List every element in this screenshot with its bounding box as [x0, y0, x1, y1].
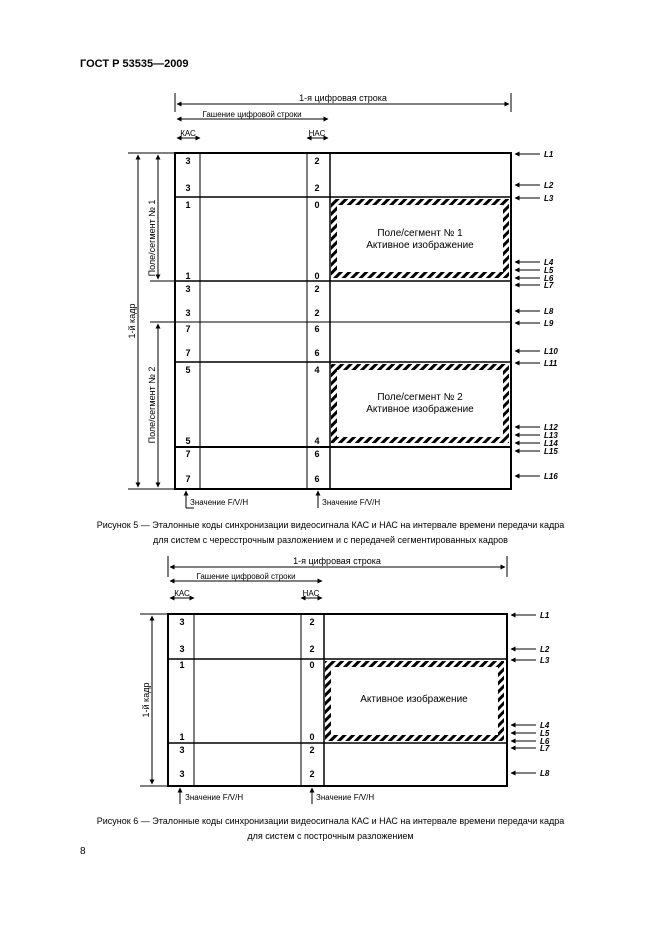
fig5-kas-value: 3 [185, 284, 191, 294]
fig5-active1-subtitle: Активное изображение [366, 240, 474, 251]
figure-6-caption-line2: для систем с построчным разложением [247, 831, 414, 841]
fig5-kas-header: КАС [180, 129, 196, 138]
fig5-kas-value: 7 [185, 348, 191, 358]
fig5-nas-value: 4 [314, 436, 320, 446]
fig5-nas-value: 2 [314, 156, 320, 166]
fig5-nas-value: 6 [314, 474, 320, 484]
fig5-kas-value: 3 [185, 183, 191, 193]
fig5-kas-value: 5 [185, 436, 191, 446]
fig5-fvh-left: Значение F/V/H [190, 498, 249, 507]
fig5-field1-label: Поле/сегмент № 1 [147, 199, 157, 277]
fig5-active2-subtitle: Активное изображение [366, 404, 474, 415]
fig5-line-label: L8 [544, 307, 554, 316]
fig6-line-label: L2 [540, 645, 550, 654]
figure-5-caption-line1: Рисунок 5 — Эталонные коды синхронизации видеосигнала КАС и НАС на интервале времени передачи кадра [96, 520, 565, 530]
fig5-line-label: L10 [544, 347, 558, 356]
fig5-line-label: L11 [544, 359, 558, 368]
fig6-kas-value: 3 [179, 745, 185, 755]
fig6-top-label: 1-я цифровая строка [293, 556, 381, 566]
fig6-fvh-left: Значение F/V/H [185, 793, 244, 802]
fig5-line-label: L16 [544, 472, 558, 481]
fig5-kas-value: 1 [185, 271, 191, 281]
fig5-line-label: L9 [544, 319, 554, 328]
fig5-line-label: L7 [544, 281, 554, 290]
fig5-nas-value: 2 [314, 308, 320, 318]
fig6-line-label: L8 [540, 769, 550, 778]
fig6-nas-value: 2 [309, 769, 315, 779]
figure-6-caption-line1: Рисунок 6 — Эталонные коды синхронизации видеосигнала КАС и НАС на интервале времени передачи кадра [96, 816, 565, 826]
fig5-active1-title: Поле/сегмент № 1 [377, 228, 463, 239]
fig5-line-label: L13 [544, 431, 558, 440]
fig5-line-label: L14 [544, 439, 558, 448]
figure-6 [140, 556, 550, 804]
fig5-field2-label: Поле/сегмент № 2 [147, 366, 157, 444]
fig5-nas-value: 6 [314, 449, 320, 459]
fig6-line-label: L5 [540, 729, 550, 738]
fig5-kas-value: 7 [185, 324, 191, 334]
fig6-line-label: L1 [540, 611, 550, 620]
fig5-kas-value: 7 [185, 474, 191, 484]
page-number: 8 [80, 846, 86, 857]
fig5-kas-value: 3 [185, 156, 191, 166]
fig5-nas-value: 2 [314, 183, 320, 193]
fig5-nas-value: 4 [314, 365, 320, 375]
fig6-nas-value: 2 [309, 644, 315, 654]
figure-5-caption [0, 518, 661, 548]
fig5-nas-value: 2 [314, 284, 320, 294]
fig6-fvh-right: Значение F/V/H [316, 793, 375, 802]
fig5-kas-value: 3 [185, 308, 191, 318]
fig6-kas-value: 1 [179, 732, 185, 742]
fig5-active2-title: Поле/сегмент № 2 [377, 392, 463, 403]
fig5-kas-value: 1 [185, 200, 191, 210]
fig6-line-label: L7 [540, 744, 550, 753]
fig6-kas-value: 3 [179, 769, 185, 779]
fig5-nas-value: 0 [314, 271, 320, 281]
fig6-nas-value: 0 [309, 732, 315, 742]
fig6-kas-value: 3 [179, 617, 185, 627]
fig5-nas-value: 6 [314, 348, 320, 358]
figure-5 [127, 93, 558, 508]
fig6-active-label: Активное изображение [360, 694, 468, 705]
fig5-line-label: L1 [544, 150, 554, 159]
fig5-line-label: L4 [544, 258, 554, 267]
fig5-nas-value: 0 [314, 200, 320, 210]
fig6-nas-header: НАС [302, 589, 320, 598]
fig6-nas-value: 2 [309, 745, 315, 755]
fig5-line-label: L6 [544, 274, 554, 283]
fig5-line-label: L12 [544, 423, 558, 432]
fig5-kas-value: 7 [185, 449, 191, 459]
figure-6-caption [0, 814, 661, 844]
fig5-line-label: L5 [544, 266, 554, 275]
fig6-nas-value: 2 [309, 617, 315, 627]
fig5-kas-value: 5 [185, 365, 191, 375]
fig5-blanking-label: Гашение цифровой строки [202, 110, 302, 119]
fig6-kas-value: 3 [179, 644, 185, 654]
fig6-kas-header: КАС [174, 589, 190, 598]
fig6-kas-value: 1 [179, 660, 185, 670]
fig5-nas-header: НАС [308, 129, 326, 138]
figure-5-caption-line2: для систем с чересстрочным разложением и с передачей сегментированных кадров [153, 535, 508, 545]
fig6-blanking-label: Гашение цифровой строки [196, 572, 296, 581]
fig5-line-label: L3 [544, 194, 554, 203]
fig6-line-label: L4 [540, 721, 550, 730]
fig6-frame-label: 1-й кадр [141, 682, 151, 718]
fig5-line-label: L15 [544, 447, 558, 456]
fig6-nas-value: 0 [309, 660, 315, 670]
fig6-line-label: L6 [540, 737, 550, 746]
fig5-nas-value: 6 [314, 324, 320, 334]
fig5-line-label: L2 [544, 181, 554, 190]
fig5-frame-label: 1-й кадр [127, 303, 137, 339]
fig5-fvh-right: Значение F/V/H [322, 498, 381, 507]
document-standard-header: ГОСТ Р 53535—2009 [80, 58, 189, 70]
fig5-top-label: 1-я цифровая строка [299, 93, 387, 103]
fig6-line-label: L3 [540, 656, 550, 665]
